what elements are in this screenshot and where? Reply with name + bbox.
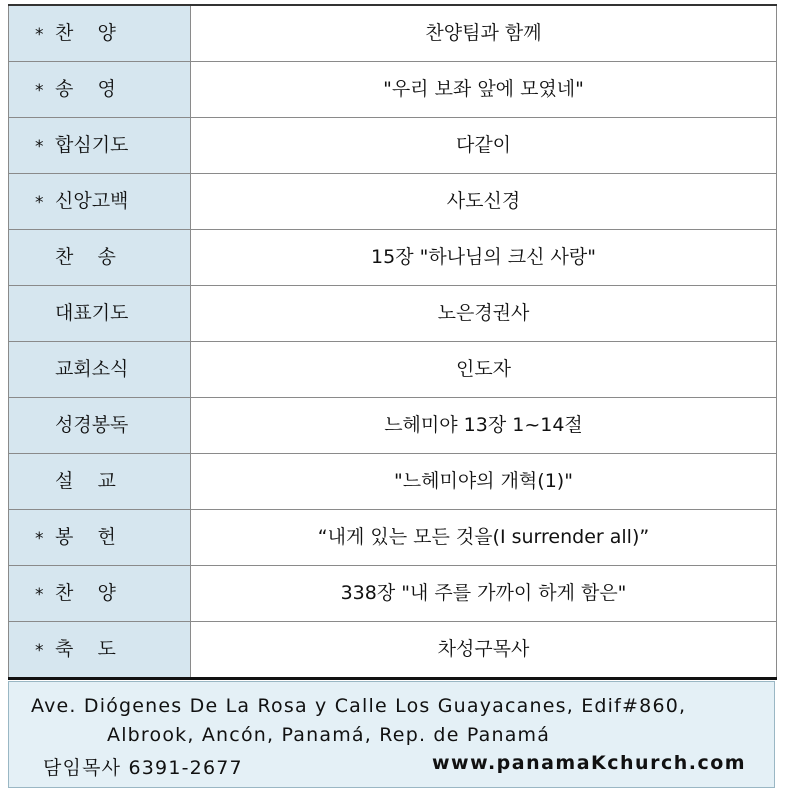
order-row — [9, 622, 777, 679]
pastor-phone: 담임목사 6391-2677 — [43, 757, 243, 779]
order-label — [9, 454, 190, 509]
order-item-detail: 느헤미야 13장 1~14절 — [191, 398, 777, 454]
order-item-detail: 인도자 — [191, 342, 777, 398]
order-item-name: 대표기도 — [55, 302, 129, 324]
order-label-cell — [9, 454, 191, 510]
order-row — [9, 510, 777, 566]
order-item-detail: "느헤미야의 개혁(1)" — [191, 454, 777, 510]
order-item-detail: 찬양팀과 함께 — [191, 5, 777, 62]
order-label — [9, 6, 190, 61]
order-label-cell — [9, 342, 191, 398]
order-item-name: 성경봉독 — [55, 414, 129, 436]
order-label-cell — [9, 510, 191, 566]
order-item-name: 찬 송 — [55, 246, 116, 268]
order-label — [9, 174, 190, 229]
order-row — [9, 230, 777, 286]
standing-marker: * — [35, 25, 44, 45]
order-label-cell — [9, 230, 191, 286]
order-label — [9, 510, 190, 565]
order-item-name: 찬 양 — [55, 582, 116, 604]
order-label-cell — [9, 174, 191, 230]
order-label-cell — [9, 5, 191, 62]
order-item-detail: 338장 "내 주를 가까이 하게 함은" — [191, 566, 777, 622]
order-item-name: 합심기도 — [55, 134, 129, 156]
order-label — [9, 118, 190, 173]
order-row — [9, 454, 777, 510]
order-row — [9, 566, 777, 622]
order-row — [9, 174, 777, 230]
standing-marker: * — [35, 193, 44, 213]
order-label-cell — [9, 62, 191, 118]
order-item-detail: "우리 보좌 앞에 모였네" — [191, 62, 777, 118]
order-item-detail: 다같이 — [191, 118, 777, 174]
order-label — [9, 286, 190, 341]
order-label-cell — [9, 118, 191, 174]
standing-marker: * — [35, 81, 44, 101]
order-item-detail: 차성구목사 — [191, 622, 777, 679]
order-label — [9, 230, 190, 285]
order-label — [9, 62, 190, 117]
order-item-name: 설 교 — [55, 470, 116, 492]
order-item-name: 봉 헌 — [55, 526, 116, 548]
church-info-footer — [8, 681, 775, 788]
order-item-name: 축 도 — [55, 638, 116, 660]
order-label-cell — [9, 566, 191, 622]
order-label — [9, 622, 190, 677]
order-item-name: 교회소식 — [55, 358, 129, 380]
standing-marker: * — [35, 529, 44, 549]
standing-marker: * — [35, 641, 44, 661]
order-label-cell — [9, 622, 191, 679]
order-item-name: 송 영 — [55, 78, 116, 100]
order-item-detail: 노은경권사 — [191, 286, 777, 342]
order-item-name: 신앙고백 — [55, 190, 129, 212]
order-label — [9, 342, 190, 397]
church-website: www.panamaKchurch.com — [432, 752, 747, 774]
address-line-1: Ave. Diógenes De La Rosa y Calle Los Guayacanes, Edif#860, — [31, 695, 687, 717]
order-item-detail: “내게 있는 모든 것을(I surrender all)” — [191, 510, 777, 566]
order-item-detail: 15장 "하나님의 크신 사랑" — [191, 230, 777, 286]
order-row — [9, 118, 777, 174]
order-row — [9, 286, 777, 342]
standing-marker: * — [35, 585, 44, 605]
order-label — [9, 566, 190, 621]
order-item-name: 찬 양 — [55, 22, 116, 44]
worship-order-body — [9, 5, 777, 679]
order-row — [9, 342, 777, 398]
order-row — [9, 398, 777, 454]
order-label-cell — [9, 286, 191, 342]
order-row — [9, 62, 777, 118]
order-row — [9, 5, 777, 62]
worship-order-table — [8, 4, 777, 680]
order-item-detail: 사도신경 — [191, 174, 777, 230]
order-label — [9, 398, 190, 453]
address-line-2: Albrook, Ancón, Panamá, Rep. de Panamá — [107, 724, 551, 746]
order-label-cell — [9, 398, 191, 454]
standing-marker: * — [35, 137, 44, 157]
